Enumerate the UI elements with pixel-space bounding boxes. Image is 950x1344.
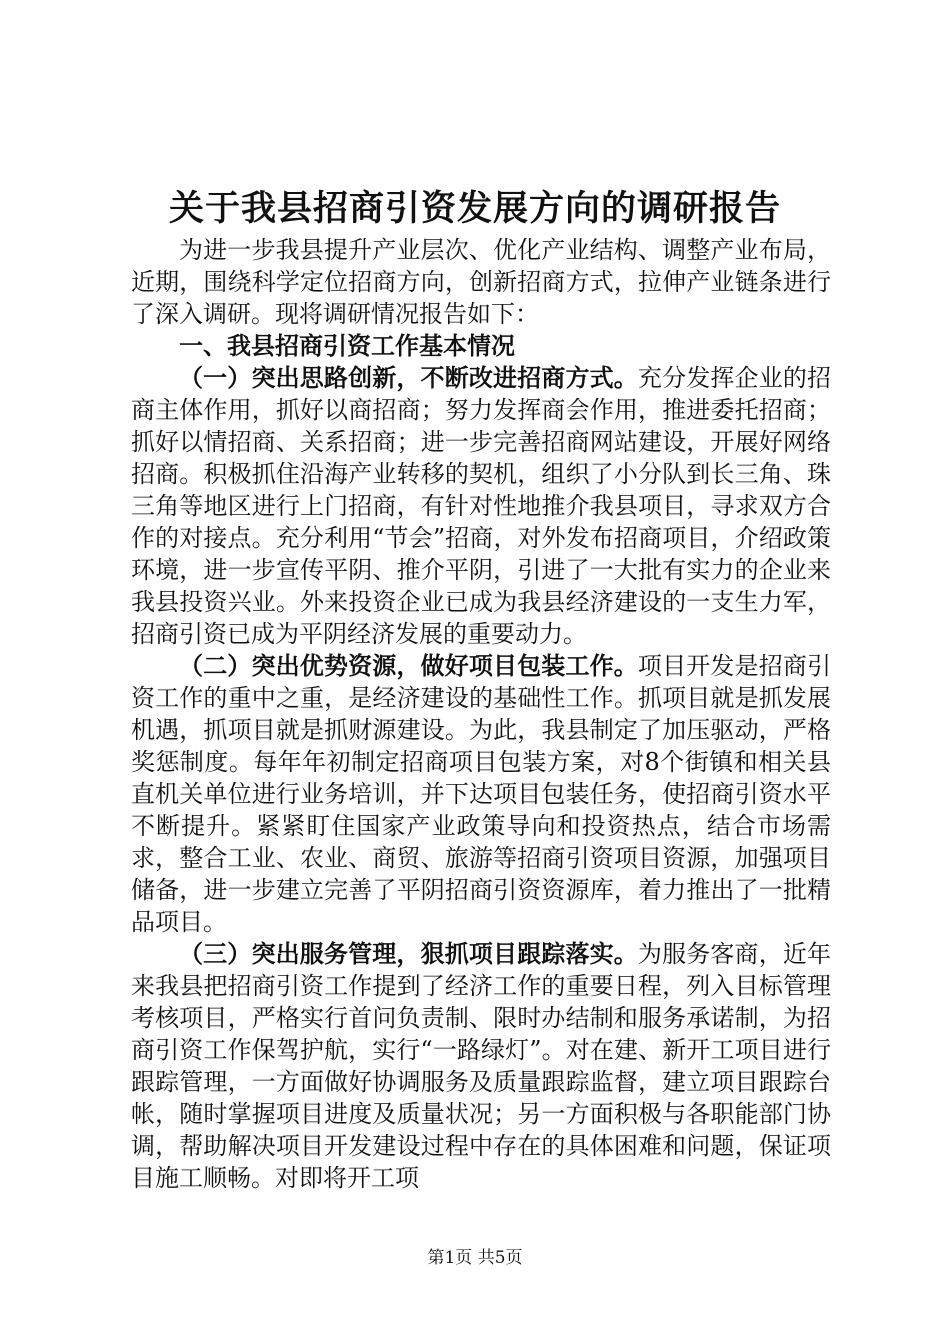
document-title: 关于我县招商引资发展方向的调研报告 — [168, 188, 781, 229]
item-1-lead: （一）突出思路创新，不断改进招商方式。 — [179, 363, 638, 392]
section-item-3 — [131, 938, 831, 1194]
item-2-lead: （二）突出优势资源，做好项目包装工作。 — [179, 651, 638, 680]
intro-paragraph: 为进一步我县提升产业层次、优化产业结构、调整产业布局，近期，围绕科学定位招商方向，创新招商方式，拉伸产业链条进行了深入调研。现将调研情况报告如下： — [131, 236, 831, 328]
document-body — [131, 234, 831, 1194]
item-3-text: 为服务客商，近年来我县把招商引资工作提到了经济工作的重要日程，列入目标管理考核项目，严格实行首问负责制、限时办结制和服务承诺制，为招商引资工作保驾护航，实行“一路绿灯”。对在建、新开工项目进行跟踪管理，一方面做好协调服务及质量跟踪监督，建立项目跟踪台帐，随时掌握项目进度及质量状况；另一方面积极与各职能部门协调，帮助解决项目开发建设过程中存在的具体困难和问题，保证项目施工顺畅。对即将开工项 — [131, 940, 831, 1192]
item-3-lead: （三）突出服务管理，狠抓项目跟踪落实。 — [179, 939, 638, 968]
section-item-2 — [131, 650, 831, 938]
section-item-1 — [131, 362, 831, 650]
page-number: 第1页 共5页 — [427, 1248, 523, 1268]
item-1-text: 充分发挥企业的招商主体作用，抓好以商招商；努力发挥商会作用，推进委托招商；抓好以情招商、关系招商；进一步完善招商网站建设，开展好网络招商。积极抓住沿海产业转移的契机，组织了小分队到长三角、珠三角等地区进行上门招商，有针对性地推介我县项目，寻求双方合作的对接点。充分利用“节会”招商，对外发布招商项目，介绍政策环境，进一步宣传平阴、推介平阴，引进了一大批有实力的企业来我县投资兴业。外来投资企业已成为我县经济建设的一支生力军，招商引资已成为平阴经济发展的重要动力。 — [131, 364, 831, 648]
section-heading: 一、我县招商引资工作基本情况 — [179, 331, 515, 360]
item-2-text: 项目开发是招商引资工作的重中之重，是经济建设的基础性工作。抓项目就是抓发展机遇，抓项目就是抓财源建设。为此，我县制定了加压驱动，严格奖惩制度。每年年初制定招商项目包装方案，对8个街镇和相关县直机关单位进行业务培训，并下达项目包装任务，使招商引资水平不断提升。紧紧盯住国家产业政策导向和投资热点，结合市场需求，整合工业、农业、商贸、旅游等招商引资项目资源，加强项目储备，进一步建立完善了平阴招商引资资源库，着力推出了一批精品项目。 — [131, 652, 831, 936]
